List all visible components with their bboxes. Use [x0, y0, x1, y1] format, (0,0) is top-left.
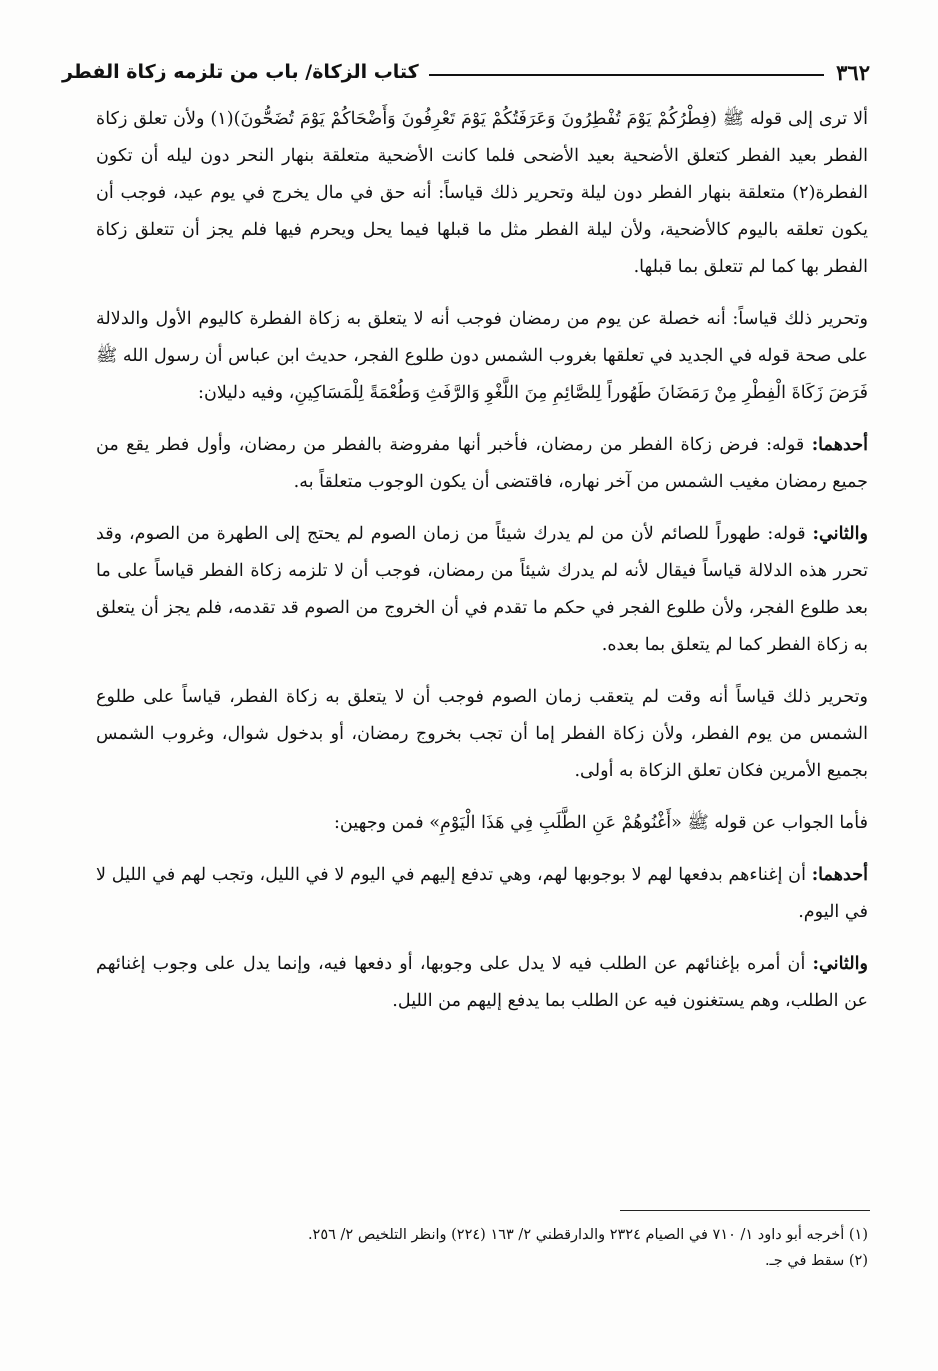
paragraph-text: وتحرير ذلك قياساً أنه وقت لم يتعقب زمان الصوم فوجب أن لا يتعلق به زكاة الفطر، قياساً على طلوع الشمس من يوم الفطر، ولأن زكاة الفطر إما أن تجب بخروج رمضان، أو بدخول شوال، وغروب الشمس بجميع الأمرين فكان تعلق الزكاة به أولى.: [96, 687, 868, 781]
paragraph: [96, 100, 868, 286]
page-header: [62, 56, 870, 88]
running-title: كتاب الزكاة/ باب من تلزمه زكاة الفطر: [62, 61, 419, 83]
paragraph-lead: أحدهما:: [811, 864, 868, 885]
paragraph-text: قوله: طهوراً للصائم لأن من لم يدرك شيئاً من زمان الصوم لم يحتج إلى الطهرة من الصوم، وقد تحرر هذه الدلالة قياساً فيقال لأنه لم يدرك شيئاً من رمضان، فوجب أن لا تلزمه زكاة الفطر قياساً على ما بعد طلوع الفجر، ولأن طلوع الفجر في حكم ما تقدم في أن الخروج من الصوم قد تقدمه، فلم يجز أن يتعلق به زكاة الفطر كما لم يتعلق بما بعده.: [96, 524, 868, 655]
paragraph: [96, 804, 868, 842]
paragraph: [96, 945, 868, 1020]
paragraph: [96, 515, 868, 664]
footnote: (٢) سقط في جـ.: [764, 1253, 868, 1269]
paragraph-text: وتحرير ذلك قياساً: أنه خصلة عن يوم من رمضان فوجب أنه لا يتعلق به زكاة الفطرة كاليوم الأول والدلالة على صحة قوله في الجديد في تعلقها بغروب الشمس دون طلوع الفجر، حديث ابن عباس أن رسول الله ﷺ فَرَضَ زَكَاةَ الْفِطْرِ مِنْ رَمَضَانَ طَهُوراً لِلصَّائِمِ مِنَ اللَّغْوِ وَالرَّفَثِ وَطُعْمَةً لِلْمَسَاكِينِ، وفيه دليلان:: [96, 309, 868, 403]
paragraph-lead: أحدهما:: [811, 434, 868, 455]
paragraph-text: فأما الجواب عن قوله ﷺ «أَغْنُوهُمْ عَنِ الطَّلَبِ فِي هَذَا الْيَوْمِ» فمن وجهين:: [333, 813, 868, 833]
paragraph-lead: والثاني:: [812, 953, 868, 974]
footnote-rule: [620, 1210, 870, 1211]
main-text: [96, 100, 868, 1034]
footnotes: [96, 1222, 868, 1274]
footnote: (١) أخرجه أبو داود ١/ ٧١٠ في الصيام ٢٣٢٤ والدارقطني ٢/ ١٦٣ (٢٢٤) وانظر التلخيص ٢/ ٢٥٦.: [307, 1227, 868, 1243]
paragraph-text: قوله: فرض زكاة الفطر من رمضان، فأخبر أنها مفروضة بالفطر من رمضان، وأول فطر يقع من جميع رمضان مغيب الشمس من آخر نهاره، فاقتضى أن يكون الوجوب متعلقاً به.: [96, 435, 868, 492]
paragraph-text: ألا ترى إلى قوله ﷺ (فِطْرُكُمْ يَوْمَ تُفْطِرُونَ وَعَرَفَتُكُمْ يَوْمَ تَعْرِفُونَ وَأَضْحَاكُمْ يَوْمَ تُضَحُّونَ)(١) ولأن تعلق زكاة الفطر بعيد الفطر كتعلق الأضحية بعيد الأضحى فلما كانت الأضحية متعلقة بنهار النحر دون ليله أن تكون الفطرة(٢) متعلقة بنهار الفطر دون ليلة وتحرير ذلك قياساً: أنه حق في مال يخرج في يوم عيد، فوجب أن يكون تعلقه باليوم كالأضحية، ولأن ليلة الفطر مثل ما قبلها فيما يحل ويحرم فيها فلم يجز أن تتعلق زكاة الفطر بها كما لم تتعلق بما قبلها.: [96, 109, 868, 277]
paragraph: [96, 678, 868, 790]
page-number: ٣٦٢: [836, 59, 870, 85]
paragraph: [96, 426, 868, 501]
paragraph-text: أن إغناءهم بدفعها لهم لا بوجوبها لهم، وهي تدفع إليهم في اليوم لا في الليل، وتجب لهم في الليل لا في اليوم.: [96, 865, 868, 922]
paragraph-text: أن أمره بإغنائهم عن الطلب فيه لا يدل على وجوبها، أو دفعها فيه، وإنما يدل على وجوب إغنائهم عن الطلب، وهم يستغنون فيه عن الطلب بما يدفع إليهم من الليل.: [96, 954, 868, 1011]
header-rule: [429, 74, 824, 76]
paragraph: [96, 300, 868, 412]
paragraph: [96, 856, 868, 931]
paragraph-lead: والثاني:: [812, 523, 868, 544]
